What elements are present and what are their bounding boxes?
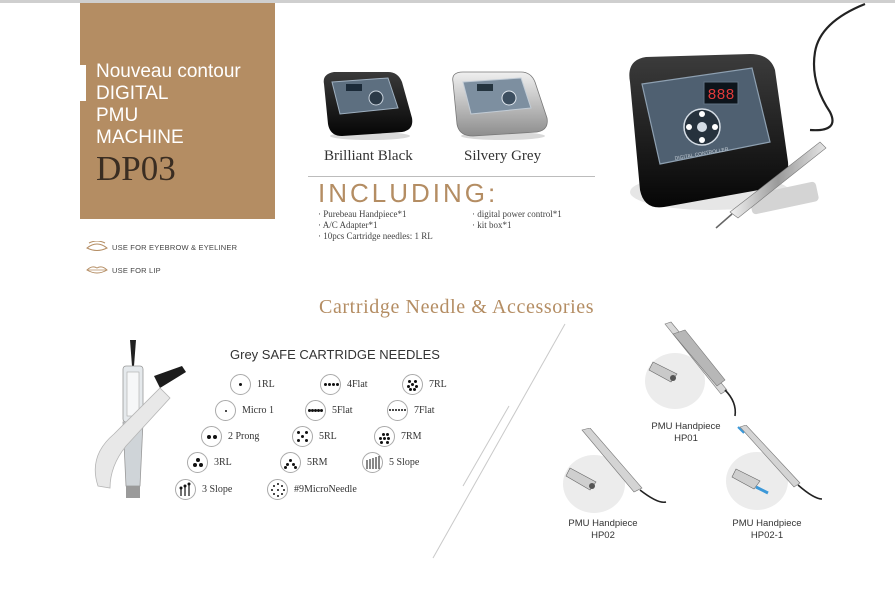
handpiece-name: PMU Handpiece — [568, 518, 638, 529]
needle-item — [267, 479, 357, 500]
needle-4flat-icon — [320, 374, 341, 395]
needle-item — [230, 374, 275, 395]
needle-label: #9MicroNeedle — [294, 484, 357, 495]
needle-label: 7RL — [429, 379, 447, 390]
needle-label: 7Flat — [414, 405, 435, 416]
needles-title: Grey SAFE CARTRIDGE NEEDLES — [230, 347, 440, 362]
variant-black-label: Brilliant Black — [324, 148, 413, 164]
needle-item — [201, 426, 259, 447]
needle-label: Micro 1 — [242, 405, 274, 416]
needle-label: 5Flat — [332, 405, 353, 416]
needle-label: 5 Slope — [389, 457, 420, 468]
including-item: · Purebeau Handpiece*1 — [318, 209, 407, 219]
hp02-image — [562, 428, 672, 518]
needle-item — [292, 426, 337, 447]
needle-item — [280, 452, 328, 473]
needle-label: 2 Prong — [228, 431, 260, 442]
needle-label: 1RL — [257, 379, 275, 390]
including-title: INCLUDING: — [318, 178, 499, 208]
lip-icon — [86, 263, 108, 275]
needle-label: 3RL — [214, 457, 232, 468]
variant-silver-label: Silvery Grey — [464, 148, 542, 164]
handpiece-code: HP02 — [591, 530, 615, 541]
black-controller-image — [318, 68, 414, 142]
needle-7rl-icon — [402, 374, 423, 395]
needle-2prong-icon — [201, 426, 222, 447]
handpiece-name: PMU Handpiece — [651, 421, 721, 432]
including-item: · kit box*1 — [472, 220, 512, 230]
needle-item — [215, 400, 274, 421]
including-divider — [308, 176, 595, 177]
main-device-image — [620, 2, 880, 232]
needle-label: 3 Slope — [202, 484, 233, 495]
including-item: · digital power control*1 — [472, 209, 562, 219]
hp02-1-label — [712, 518, 822, 542]
silver-controller-image — [447, 68, 549, 142]
needle-3slope-icon — [175, 479, 196, 500]
handpiece-name: PMU Handpiece — [732, 518, 802, 529]
brand-notch — [80, 65, 86, 101]
needle-1rl-icon — [230, 374, 251, 395]
including-list-left — [318, 209, 433, 242]
including-item: · 10pcs Cartridge needles: 1 RL — [318, 231, 433, 241]
device-brand-text: DIGITAL CONTROLLER — [674, 146, 729, 162]
needle-9micro-icon — [267, 479, 288, 500]
needle-5slope-icon — [362, 452, 383, 473]
brand-subtitle-line: Nouveau contour — [96, 61, 241, 82]
needle-7rm-icon — [374, 426, 395, 447]
device-display-text: 888 — [707, 87, 735, 104]
needle-item — [320, 374, 368, 395]
hp02-1-image — [726, 425, 836, 515]
use-eyebrow-label: USE FOR EYEBROW & EYELINER — [112, 243, 238, 252]
needle-label: 4Flat — [347, 379, 368, 390]
needle-5rl-icon — [292, 426, 313, 447]
including-item: · A/C Adapter*1 — [318, 220, 378, 230]
brand-subtitle — [96, 61, 241, 149]
needle-7flat-icon — [387, 400, 408, 421]
model-code: DP03 — [96, 149, 176, 188]
needle-item — [305, 400, 353, 421]
needle-5rm-icon — [280, 452, 301, 473]
needle-label: 5RL — [319, 431, 337, 442]
brand-subtitle-line: PMU — [96, 105, 139, 126]
hp02-label — [548, 518, 658, 542]
needle-item — [187, 452, 232, 473]
needle-item — [175, 479, 232, 500]
needle-label: 5RM — [307, 457, 328, 468]
handpiece-code: HP02-1 — [750, 530, 784, 541]
including-list-right — [472, 209, 562, 231]
hp01-image — [645, 320, 745, 420]
section-title: Cartridge Needle & Accessories — [319, 296, 595, 318]
handpiece-code: HP01 — [674, 433, 698, 444]
needle-label: 7RM — [401, 431, 422, 442]
use-lip-label: USE FOR LIP — [112, 266, 161, 275]
brand-subtitle-line: DIGITAL — [96, 83, 169, 104]
needle-3rl-icon — [187, 452, 208, 473]
needle-micro1-icon — [215, 400, 236, 421]
needle-5flat-icon — [305, 400, 326, 421]
eye-icon — [86, 240, 108, 252]
brand-subtitle-line: MACHINE — [96, 127, 184, 148]
needle-item — [362, 452, 419, 473]
needle-item — [374, 426, 422, 447]
